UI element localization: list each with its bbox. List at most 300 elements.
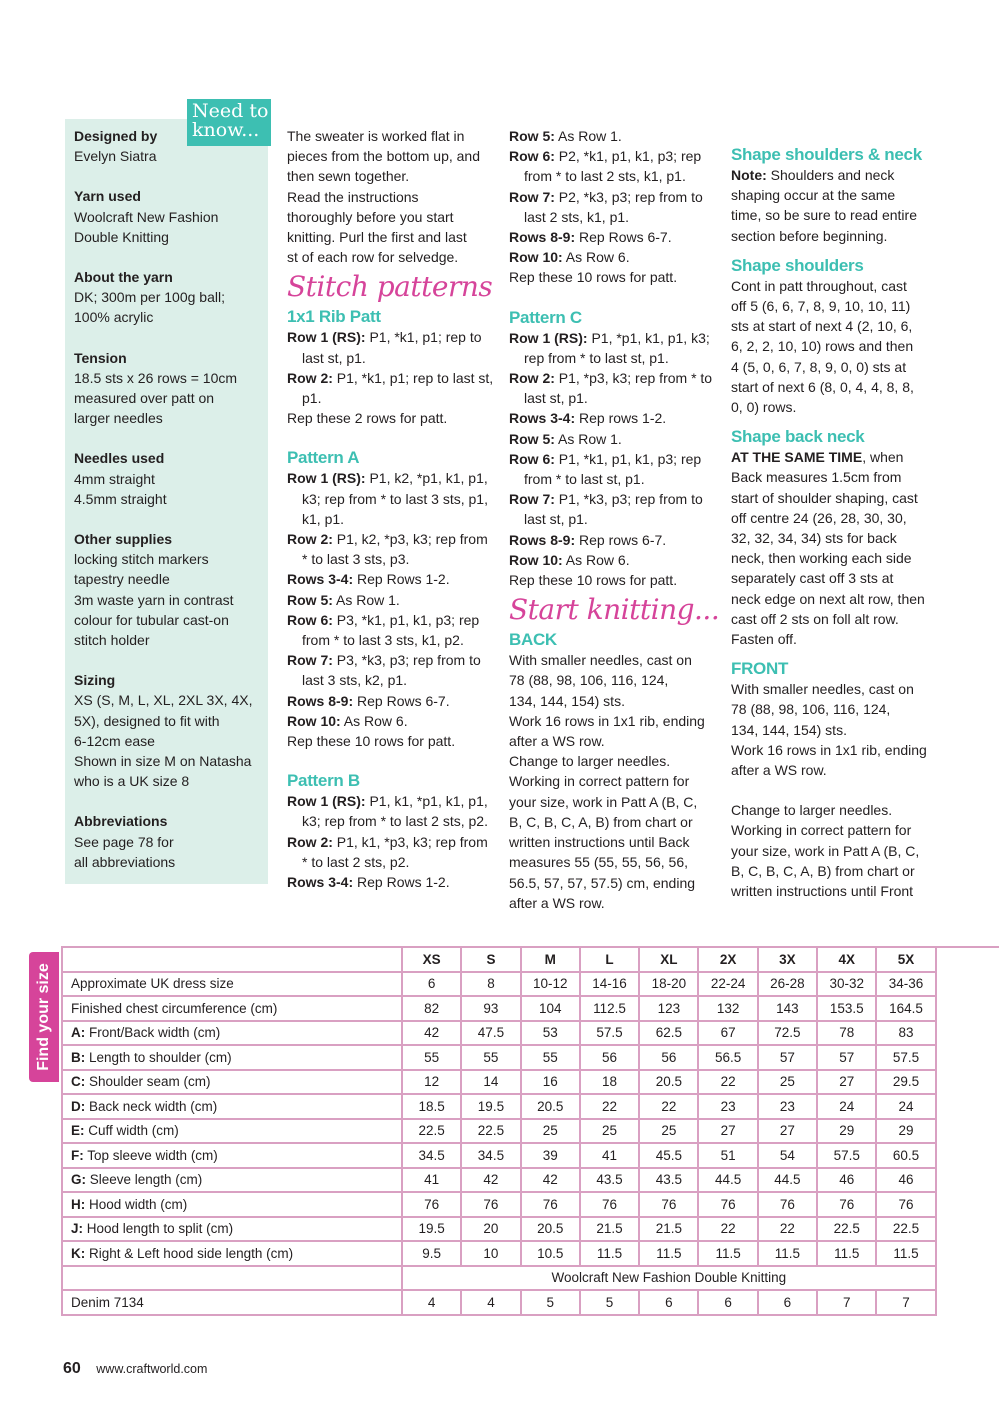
pattern-a-row: Row 5: As Row 1. (287, 591, 400, 608)
pattern-a-row: Rows 3-4: Rep Rows 1-2. (287, 571, 450, 588)
table-cell: 56 (580, 1045, 639, 1070)
instruction-label: Row 7: (509, 491, 555, 508)
back-line: 78 (88, 98, 106, 116, 124, (509, 672, 669, 689)
sidebar-block-tension (74, 348, 266, 429)
table-cell: 29 (817, 1119, 876, 1144)
intro-line: st of each row for selvedge. (287, 249, 459, 266)
table-cell: 43.5 (639, 1168, 698, 1193)
size-header-cell: 4X (817, 947, 876, 972)
pattern-c-heading: Pattern C (509, 307, 582, 327)
table-row (62, 1070, 936, 1095)
sidebar-heading: Abbreviations (74, 813, 168, 830)
shape-shoulders-heading: Shape shoulders (731, 255, 864, 275)
pattern-a-heading: Pattern A (287, 448, 360, 468)
front-line: Work 16 rows in 1x1 rib, ending (731, 741, 927, 758)
front-line: your size, work in Patt A (B, C, (731, 842, 920, 859)
pattern-c-row: Rep these 10 rows for patt. (509, 572, 678, 589)
measurement-label: G: Sleeve length (cm) (62, 1168, 402, 1193)
sidebar-heading: Sizing (74, 672, 116, 689)
table-cell: 57 (758, 1045, 817, 1070)
measurement-label: K: Right & Left hood side length (cm) (62, 1241, 402, 1266)
rib-row: Row 1 (RS): P1, *k1, p1; rep to last st, p1. (287, 329, 482, 366)
rib-patt-heading: 1x1 Rib Patt (287, 307, 381, 327)
table-cell: 23 (758, 1094, 817, 1119)
sidebar-line: stitch holder (74, 632, 150, 649)
back-line: your size, work in Patt A (B, C, (509, 793, 698, 810)
table-cell: 18.5 (402, 1094, 461, 1119)
front-line: written instructions until Front (731, 883, 914, 900)
sidebar-line: 3m waste yarn in contrast (74, 591, 234, 608)
spacer (287, 428, 497, 448)
find-your-size-label: Find your size (35, 963, 52, 1071)
pattern-b-row: Row 7: P2, *k3, p3; rep from to last 2 sts, k1, p1. (509, 188, 703, 225)
table-cell: 20.5 (639, 1070, 698, 1095)
table-cell: 164.5 (876, 996, 935, 1021)
table-cell: 23 (698, 1094, 757, 1119)
table-cell: 18-20 (639, 972, 698, 997)
measurement-code: J: (71, 1221, 84, 1237)
back-line: after a WS row. (509, 894, 605, 911)
shape-shoulders-line: Cont in patt throughout, cast (731, 277, 907, 294)
sidebar-line: larger needles (74, 410, 163, 427)
pattern-b-row: Rows 8-9: Rep Rows 6-7. (509, 229, 672, 246)
pattern-a-row: Rows 8-9: Rep Rows 6-7. (287, 692, 450, 709)
instruction-label: Row 7: (509, 188, 555, 205)
table-cell: 11.5 (580, 1241, 639, 1266)
instruction-label: Row 1 (RS): (287, 470, 366, 487)
instruction-label: Row 5: (509, 128, 555, 144)
table-cell: 19.5 (402, 1217, 461, 1242)
measurement-code: H: (71, 1196, 86, 1212)
pattern-b-row: Row 2: P1, k1, *p3, k3; rep from * to last 2 sts, p2. (287, 833, 488, 870)
shape-back-neck-line: separately cast off 3 sts at (731, 570, 894, 587)
measurement-code: B: (71, 1049, 86, 1065)
pattern-a-row: Row 1 (RS): P1, k2, *p1, k1, p1, k3; rep from * to last 3 sts, p1, k1, p1. (287, 470, 488, 527)
table-cell: 22 (639, 1094, 698, 1119)
table-cell: 27 (758, 1119, 817, 1144)
table-cell: 76 (817, 1192, 876, 1217)
back-line: measures 55 (55, 55, 56, 56, (509, 854, 688, 871)
measurement-code: K: (71, 1245, 86, 1261)
instruction-label: Row 10: (509, 249, 563, 266)
shape-back-neck-line: neck edge on next alt row, then (731, 590, 925, 607)
back-line: written instructions until Back (509, 834, 690, 851)
measurement-label: Approximate UK dress size (62, 972, 402, 997)
intro-line: Read the instructions (287, 188, 419, 205)
table-cell: 26-28 (758, 972, 817, 997)
instruction-label: Row 6: (287, 611, 333, 628)
instruction-label: Row 1 (RS): (287, 793, 366, 810)
sidebar-line: 4.5mm straight (74, 490, 167, 507)
column-shaping-front (731, 145, 946, 901)
table-cell: 46 (876, 1168, 935, 1193)
instruction-label: Row 2: (287, 369, 333, 386)
yarn-colour-label: Denim 7134 (62, 1290, 402, 1315)
table-cell: 123 (639, 996, 698, 1021)
pattern-c-row: Rows 8-9: Rep rows 6-7. (509, 531, 667, 548)
table-cell: 22-24 (698, 972, 757, 997)
pattern-a-row: Row 10: As Row 6. (287, 712, 408, 729)
table-cell: 42 (402, 1021, 461, 1046)
need-to-know-sidebar (65, 119, 268, 884)
table-cell: 55 (402, 1045, 461, 1070)
table-cell: 44.5 (698, 1168, 757, 1193)
instruction-label: Row 7: (287, 652, 333, 669)
table-cell: 76 (580, 1192, 639, 1217)
sidebar-line: 5X), designed to fit with (74, 712, 220, 729)
shape-shoulders-line: 0, 0) rows. (731, 399, 797, 416)
spacer (287, 751, 497, 771)
yarn-ball-count: 4 (402, 1290, 461, 1315)
table-cell: 25 (758, 1070, 817, 1095)
table-cell: 22.5 (817, 1217, 876, 1242)
sidebar-line: who is a UK size 8 (74, 773, 190, 790)
table-cell: 55 (521, 1045, 580, 1070)
table-cell: 42 (461, 1168, 520, 1193)
size-header-cell: 5X (876, 947, 935, 972)
instruction-label: Rows 8-9: (287, 692, 354, 709)
intro-line: then sewn together. (287, 168, 410, 185)
shape-back-neck-line: cast off 2 sts on foll alt row. (731, 610, 899, 627)
size-header-cell: M (521, 947, 580, 972)
table-row (62, 1119, 936, 1144)
table-cell: 41 (402, 1168, 461, 1193)
table-cell: 11.5 (639, 1241, 698, 1266)
table-cell: 14-16 (580, 972, 639, 997)
table-cell: 143 (758, 996, 817, 1021)
shape-back-neck-line: neck, then working each side (731, 550, 912, 567)
table-cell: 11.5 (758, 1241, 817, 1266)
measurement-label: H: Hood width (cm) (62, 1192, 402, 1217)
sidebar-line: XS (S, M, L, XL, 2XL 3X, 4X, (74, 692, 253, 709)
table-cell: 76 (461, 1192, 520, 1217)
stitch-patterns-title: Stitch patterns (287, 270, 493, 304)
sidebar-block-needles (74, 448, 266, 509)
shape-back-neck-line: Back measures 1.5cm from (731, 469, 902, 486)
spacer (731, 649, 946, 659)
intro-line: pieces from the bottom up, and (287, 148, 480, 165)
sidebar-line: 4mm straight (74, 470, 155, 487)
sidebar-line: 6-12cm ease (74, 732, 155, 749)
yarn-ball-count: 5 (521, 1290, 580, 1315)
table-cell: 83 (876, 1021, 935, 1046)
table-cell: 57.5 (580, 1021, 639, 1046)
measurement-code: D: (71, 1098, 86, 1114)
table-cell: 22 (698, 1070, 757, 1095)
table-cell: 76 (698, 1192, 757, 1217)
pattern-a-row: Row 7: P3, *k3, p3; rep from to last 3 sts, k2, p1. (287, 652, 481, 689)
table-row (62, 1094, 936, 1119)
instruction-label: Rows 8-9: (509, 229, 576, 246)
table-cell: 19.5 (461, 1094, 520, 1119)
table-cell: 8 (461, 972, 520, 997)
find-your-size-tab (29, 952, 59, 1082)
shape-back-neck-line: start of shoulder shaping, cast (731, 489, 918, 506)
sidebar-block-sizing (74, 670, 266, 791)
same-time-label: AT THE SAME TIME (731, 449, 863, 466)
sidebar-line: 18.5 sts x 26 rows = 10cm (74, 369, 238, 386)
measurement-label: A: Front/Back width (cm) (62, 1021, 402, 1046)
spacer (731, 417, 946, 427)
table-cell: 78 (817, 1021, 876, 1046)
table-cell: 10.5 (521, 1241, 580, 1266)
table-cell: 9.5 (402, 1241, 461, 1266)
yarn-ball-count: 6 (758, 1290, 817, 1315)
footer-url: www.craftworld.com (96, 1362, 208, 1376)
instruction-label: Row 10: (287, 712, 341, 729)
measurement-code: E: (71, 1123, 85, 1139)
measurement-code: C: (71, 1074, 86, 1090)
table-cell: 18 (580, 1070, 639, 1095)
yarn-header-cell: Woolcraft New Fashion Double Knitting (402, 1266, 936, 1291)
front-heading: FRONT (731, 659, 789, 679)
table-row (62, 996, 936, 1021)
pattern-c-row: Row 2: P1, *p3, k3; rep from * to last st, p1. (509, 370, 713, 407)
note-line: section before beginning. (731, 227, 888, 244)
table-cell: 21.5 (580, 1217, 639, 1242)
pattern-b-row: Row 1 (RS): P1, k1, *p1, k1, p1, k3; rep from * to last 2 sts, p2. (287, 793, 488, 830)
pattern-c-row: Row 1 (RS): P1, *p1, k1, p1, k3; rep from * to last st, p1. (509, 329, 710, 366)
sidebar-block-abbreviations (74, 811, 266, 872)
table-cell: 24 (817, 1094, 876, 1119)
sidebar-heading: Designed by (74, 128, 158, 144)
intro-line: The sweater is worked flat in (287, 128, 465, 144)
need-to-know-badge: Need to know... (187, 99, 271, 146)
shape-back-neck-line: AT THE SAME TIME, when (731, 449, 904, 466)
spacer (731, 780, 946, 800)
yarn-ball-count: 6 (698, 1290, 757, 1315)
size-header-cell: 2X (698, 947, 757, 972)
front-line: after a WS row. (731, 762, 827, 779)
back-line: B, C, B, C, A, B) from chart or (509, 813, 693, 830)
table-row (62, 1143, 936, 1168)
pattern-b-heading: Pattern B (287, 771, 360, 791)
instruction-label: Row 2: (287, 531, 333, 548)
table-cell: 72.5 (758, 1021, 817, 1046)
sidebar-line: Shown in size M on Natasha (74, 753, 252, 770)
front-line: Working in correct pattern for (731, 822, 912, 839)
table-cell: 20 (461, 1217, 520, 1242)
table-cell: 76 (402, 1192, 461, 1217)
pattern-b-row: Row 6: P2, *k1, p1, k1, p3; rep from * to last 2 sts, k1, p1. (509, 148, 702, 185)
sidebar-heading: Tension (74, 349, 127, 366)
measurement-code: G: (71, 1172, 86, 1188)
pattern-c-row: Row 10: As Row 6. (509, 551, 630, 568)
measurement-label: Finished chest circumference (cm) (62, 996, 402, 1021)
table-cell: 14 (461, 1070, 520, 1095)
table-cell: 41 (580, 1143, 639, 1168)
sidebar-block-about-yarn (74, 267, 266, 328)
instruction-label: Row 1 (RS): (287, 329, 366, 346)
note-label: Note: (731, 167, 767, 183)
sidebar-line: Double Knitting (74, 228, 169, 245)
instruction-label: Row 5: (287, 591, 333, 608)
table-cell: 112.5 (580, 996, 639, 1021)
pattern-a-row: Rep these 10 rows for patt. (287, 733, 456, 750)
spacer (509, 288, 721, 308)
sidebar-block-yarn-used (74, 186, 266, 247)
pattern-b-row: Rep these 10 rows for patt. (509, 269, 678, 286)
sidebar-heading: Needles used (74, 450, 165, 467)
back-line: after a WS row. (509, 733, 605, 750)
yarn-ball-count: 5 (580, 1290, 639, 1315)
shape-shoulders-line: 6, 2, 2, 10, 10) rows and then (731, 338, 914, 355)
table-cell: 30-32 (817, 972, 876, 997)
size-header-cell: S (461, 947, 520, 972)
table-cell: 10 (461, 1241, 520, 1266)
table-cell: 57 (817, 1045, 876, 1070)
table-cell: 67 (698, 1021, 757, 1046)
table-cell: 53 (521, 1021, 580, 1046)
instruction-label: Row 10: (509, 551, 563, 568)
rib-row: Row 2: P1, *k1, p1; rep to last st, p1. (287, 369, 494, 407)
back-line: Working in correct pattern for (509, 773, 690, 790)
table-cell: 51 (698, 1143, 757, 1168)
front-line: Change to larger needles. (731, 802, 893, 819)
size-header-blank (62, 947, 402, 972)
page-number: 60 (63, 1360, 81, 1377)
table-cell: 27 (698, 1119, 757, 1144)
table-cell: 11.5 (817, 1241, 876, 1266)
rib-row: Rep these 2 rows for patt. (287, 410, 448, 427)
table-cell: 22.5 (461, 1119, 520, 1144)
size-header-cell: XL (639, 947, 698, 972)
measurement-label: F: Top sleeve width (cm) (62, 1143, 402, 1168)
table-row (62, 1241, 936, 1266)
table-cell: 47.5 (461, 1021, 520, 1046)
yarn-header-blank (62, 1266, 402, 1291)
yarn-ball-count: 6 (639, 1290, 698, 1315)
instruction-label: Row 6: (509, 148, 555, 165)
back-line: 134, 144, 154) sts. (509, 692, 625, 709)
shape-back-neck-line: 32, 32, 34, 34) sts for back (731, 530, 897, 547)
table-cell: 60.5 (876, 1143, 935, 1168)
instruction-label: Row 2: (287, 833, 333, 850)
instruction-label: Rows 3-4: (509, 410, 576, 427)
table-cell: 82 (402, 996, 461, 1021)
front-line: With smaller needles, cast on (731, 681, 914, 698)
yarn-header-row (62, 1266, 936, 1291)
sidebar-line: all abbreviations (74, 853, 176, 870)
table-cell: 34.5 (402, 1143, 461, 1168)
instruction-label: Rows 3-4: (287, 874, 354, 891)
yarn-ball-count: 4 (461, 1290, 520, 1315)
front-line: B, C, B, C, A, B) from chart or (731, 862, 915, 879)
measurement-label: C: Shoulder seam (cm) (62, 1070, 402, 1095)
table-cell: 11.5 (876, 1241, 935, 1266)
table-cell: 10-12 (521, 972, 580, 997)
instruction-label: Row 5: (509, 430, 555, 447)
shape-back-neck-line: Fasten off. (731, 631, 797, 648)
yarn-ball-count: 7 (817, 1290, 876, 1315)
table-cell: 25 (639, 1119, 698, 1144)
table-cell: 12 (402, 1070, 461, 1095)
pattern-b-row: Row 10: As Row 6. (509, 249, 630, 266)
sidebar-line: See page 78 for (74, 833, 174, 850)
table-cell: 43.5 (580, 1168, 639, 1193)
pattern-b-row: Row 5: As Row 1. (509, 128, 622, 144)
front-line: 134, 144, 154) sts. (731, 721, 847, 738)
back-line: With smaller needles, cast on (509, 652, 692, 669)
table-cell: 46 (817, 1168, 876, 1193)
back-line: 56.5, 57, 57, 57.5) cm, ending (509, 874, 696, 891)
size-header-row (62, 947, 936, 972)
table-cell: 21.5 (639, 1217, 698, 1242)
table-cell: 25 (580, 1119, 639, 1144)
instruction-label: Row 6: (509, 450, 555, 467)
intro-line: thoroughly before you start (287, 208, 454, 225)
table-cell: 57.5 (876, 1045, 935, 1070)
measurement-label: B: Length to shoulder (cm) (62, 1045, 402, 1070)
table-cell: 76 (521, 1192, 580, 1217)
table-cell: 6 (402, 972, 461, 997)
table-cell: 132 (698, 996, 757, 1021)
sidebar-line: locking stitch markers (74, 551, 209, 568)
size-header-cell: L (580, 947, 639, 972)
sidebar-line: Woolcraft New Fashion (74, 208, 219, 225)
start-knitting-title: Start knitting... (509, 593, 720, 627)
note-line: time, so be sure to read entire (731, 207, 917, 224)
table-cell: 39 (521, 1143, 580, 1168)
table-cell: 34.5 (461, 1143, 520, 1168)
measurement-label: D: Back neck width (cm) (62, 1094, 402, 1119)
table-cell: 76 (876, 1192, 935, 1217)
table-row (62, 1021, 936, 1046)
pattern-c-row: Row 6: P1, *k1, p1, k1, p3; rep from * to last st, p1. (509, 450, 702, 488)
shape-shoulders-line: off 5 (6, 6, 7, 8, 9, 10, 10, 11) (731, 298, 911, 315)
table-top-rule (933, 946, 999, 948)
page-footer (63, 1360, 207, 1378)
table-row (62, 1168, 936, 1193)
back-heading: BACK (509, 630, 557, 650)
shape-shoulders-line: 4 (5, 0, 6, 7, 8, 9, 0, 0) sts at (731, 358, 907, 375)
sidebar-line: tapestry needle (74, 571, 170, 588)
table-cell: 25 (521, 1119, 580, 1144)
table-cell: 20.5 (521, 1094, 580, 1119)
table-cell: 104 (521, 996, 580, 1021)
yarn-row (62, 1290, 936, 1315)
table-cell: 22 (698, 1217, 757, 1242)
column-intro-stitch-patterns (287, 126, 497, 892)
note-line: Note: Shoulders and neck (731, 167, 895, 183)
pattern-b-row: Rows 3-4: Rep Rows 1-2. (287, 874, 450, 891)
table-cell: 27 (817, 1070, 876, 1095)
sidebar-line: colour for tubular cast-on (74, 611, 229, 628)
size-table (61, 946, 937, 1316)
table-cell: 57.5 (817, 1143, 876, 1168)
table-cell: 16 (521, 1070, 580, 1095)
instruction-label: Row 1 (RS): (509, 329, 588, 346)
sidebar-line: 100% acrylic (74, 309, 154, 326)
pattern-c-row: Row 7: P1, *k3, p3; rep from to last st, p1. (509, 491, 703, 528)
table-row (62, 1217, 936, 1242)
table-cell: 22 (580, 1094, 639, 1119)
shape-back-neck-heading: Shape back neck (731, 427, 865, 447)
sidebar-heading: About the yarn (74, 269, 173, 286)
table-cell: 20.5 (521, 1217, 580, 1242)
column-patterns-back (509, 126, 721, 913)
intro-line: knitting. Purl the first and last (287, 229, 467, 246)
pattern-a-row: Row 2: P1, k2, *p3, k3; rep from * to last 3 sts, p3. (287, 531, 488, 568)
spacer (731, 246, 946, 256)
table-cell: 24 (876, 1094, 935, 1119)
back-line: Change to larger needles. (509, 753, 671, 770)
table-cell: 56 (639, 1045, 698, 1070)
instruction-label: Rows 8-9: (509, 531, 576, 548)
table-cell: 22.5 (402, 1119, 461, 1144)
table-cell: 76 (758, 1192, 817, 1217)
table-cell: 22.5 (876, 1217, 935, 1242)
